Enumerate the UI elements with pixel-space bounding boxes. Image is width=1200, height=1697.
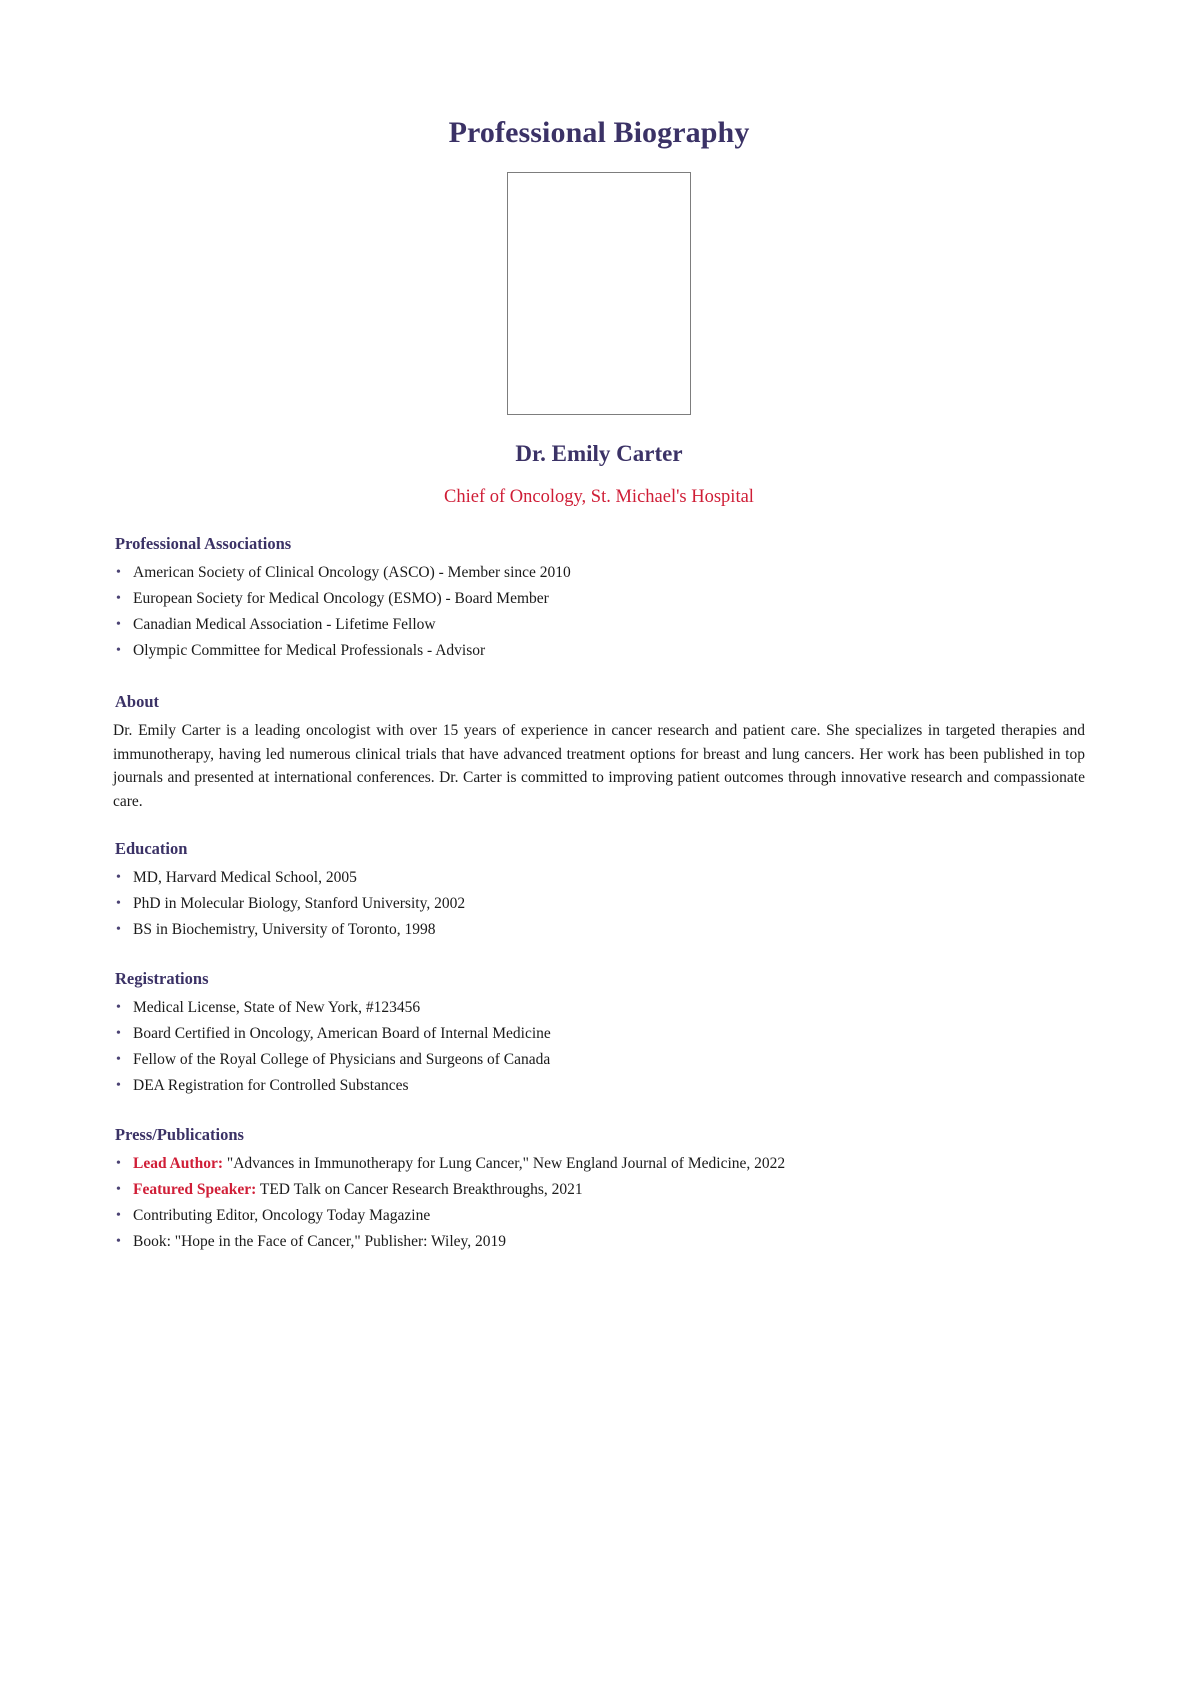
associations-list bbox=[113, 560, 1085, 664]
section-education bbox=[113, 839, 1085, 943]
list-item bbox=[113, 1203, 1085, 1229]
list-item: • DEA Registration for Controlled Substances bbox=[113, 1073, 1085, 1099]
profile-photo-container bbox=[113, 172, 1085, 415]
press-item-tag: Featured Speaker: bbox=[133, 1181, 257, 1198]
page-title: Professional Biography bbox=[448, 116, 750, 149]
section-heading-education: Education bbox=[115, 839, 188, 858]
person-name: Dr. Emily Carter bbox=[515, 441, 683, 466]
section-about bbox=[113, 692, 1085, 813]
list-item: • MD, Harvard Medical School, 2005 bbox=[113, 865, 1085, 891]
about-paragraph: Dr. Emily Carter is a leading oncologist with over 15 years of experience in cancer research and patient care. She specializes in targeted therapies and immunotherapy, having led numerous clinical trials that have advanced treatment options for breast and lung cancers. Her work has been published in top journals and presented at international conferences. Dr. Carter is committed to improving patient outcomes through innovative research and compassionate care. bbox=[113, 722, 1085, 810]
section-heading-about: About bbox=[115, 692, 160, 711]
press-item-text: "Advances in Immunotherapy for Lung Cancer," New England Journal of Medicine, 2022 bbox=[223, 1155, 786, 1172]
list-item: • Fellow of the Royal College of Physicians and Surgeons of Canada bbox=[113, 1047, 1085, 1073]
list-item: • European Society for Medical Oncology (ESMO) - Board Member bbox=[113, 586, 1085, 612]
section-press-publications bbox=[113, 1125, 1085, 1255]
section-registrations bbox=[113, 969, 1085, 1099]
list-item: • Canadian Medical Association - Lifetime Fellow bbox=[113, 612, 1085, 638]
registrations-list bbox=[113, 995, 1085, 1099]
list-item: • Medical License, State of New York, #123456 bbox=[113, 995, 1085, 1021]
section-heading-registrations: Registrations bbox=[115, 969, 209, 988]
press-item-text: Book: "Hope in the Face of Cancer," Publisher: Wiley, 2019 bbox=[133, 1233, 507, 1250]
list-item bbox=[113, 1229, 1085, 1255]
press-item-tag: Lead Author: bbox=[133, 1155, 223, 1172]
list-item: • Board Certified in Oncology, American Board of Internal Medicine bbox=[113, 1021, 1085, 1047]
list-item: • American Society of Clinical Oncology (ASCO) - Member since 2010 bbox=[113, 560, 1085, 586]
profile-photo-placeholder bbox=[507, 172, 691, 415]
person-role: Chief of Oncology, St. Michael's Hospital bbox=[444, 487, 754, 507]
press-item-text: Contributing Editor, Oncology Today Magazine bbox=[133, 1207, 431, 1224]
list-item: • Olympic Committee for Medical Professionals - Advisor bbox=[113, 638, 1085, 664]
list-item bbox=[113, 1151, 1085, 1177]
list-item: • PhD in Molecular Biology, Stanford University, 2002 bbox=[113, 891, 1085, 917]
section-professional-associations bbox=[113, 534, 1085, 664]
press-list bbox=[113, 1151, 1085, 1255]
section-heading-press: Press/Publications bbox=[115, 1125, 244, 1144]
document-content bbox=[113, 0, 1085, 1255]
press-item-text: TED Talk on Cancer Research Breakthroughs, 2021 bbox=[256, 1181, 583, 1198]
section-heading-associations: Professional Associations bbox=[115, 534, 292, 553]
list-item bbox=[113, 1177, 1085, 1203]
education-list bbox=[113, 865, 1085, 943]
list-item: • BS in Biochemistry, University of Toronto, 1998 bbox=[113, 917, 1085, 943]
